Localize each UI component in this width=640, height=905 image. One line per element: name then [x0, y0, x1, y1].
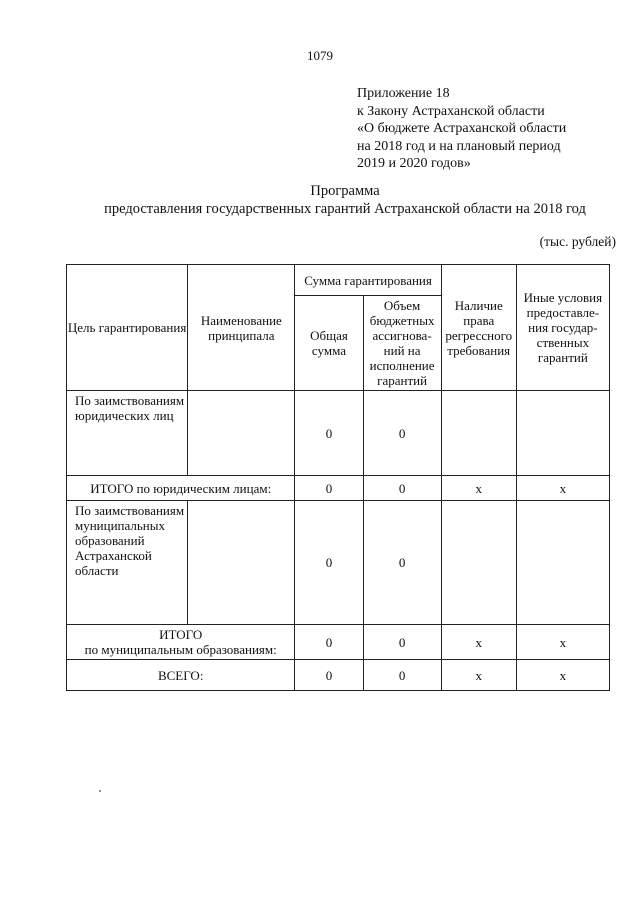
title-line-2: предоставления государственных гарантий Астраханской области на 2018 год — [104, 200, 586, 217]
header-budget-allocations: Объем бюджетных ассигнова-ний на исполнение гарантий — [363, 296, 441, 391]
cell-allocations: 0 — [363, 476, 441, 501]
cell-regress — [441, 391, 516, 476]
table-row-total — [67, 476, 610, 501]
table-row — [67, 391, 610, 476]
title-line-1: Программа — [310, 183, 380, 199]
table-row — [67, 501, 610, 625]
cell-principal — [188, 391, 295, 476]
header-amount-group: Сумма гарантирования — [295, 265, 441, 296]
header-goal: Цель гарантирования — [67, 265, 188, 391]
table-row-total — [67, 625, 610, 660]
scan-speck — [99, 790, 101, 792]
cell-allocations: 0 — [363, 625, 441, 660]
header-other-conditions: Иные условия предоставле-ния государ-ственных гарантий — [516, 265, 609, 391]
cell-other: х — [516, 625, 609, 660]
cell-other: х — [516, 476, 609, 501]
table-row-grand-total — [67, 660, 610, 691]
header-total-amount: Общая сумма — [295, 296, 363, 391]
cell-other — [516, 391, 609, 476]
cell-total: 0 — [295, 391, 363, 476]
appendix-block — [357, 85, 566, 173]
header-regress: Наличие права регрессного требования — [441, 265, 516, 391]
cell-total: 0 — [295, 501, 363, 625]
cell-grand-label: ВСЕГО: — [67, 660, 295, 691]
cell-goal: По заимствованиям муниципальных образований Астраханской области — [67, 501, 188, 625]
cell-regress — [441, 501, 516, 625]
total-label-line-1: ИТОГО — [159, 627, 203, 642]
cell-regress: х — [441, 660, 516, 691]
appendix-line: 2019 и 2020 годов» — [357, 156, 471, 171]
cell-goal: По заимствованиям юридических лиц — [67, 391, 188, 476]
cell-regress: х — [441, 625, 516, 660]
header-row — [67, 265, 610, 296]
cell-total-label — [67, 625, 295, 660]
guarantees-table — [66, 264, 610, 691]
appendix-line: «О бюджете Астраханской области — [357, 121, 567, 136]
total-label-line-2: по муниципальным образованиям: — [84, 642, 277, 657]
cell-total: 0 — [295, 625, 363, 660]
cell-other: х — [516, 660, 609, 691]
cell-regress: х — [441, 476, 516, 501]
cell-total: 0 — [295, 476, 363, 501]
header-principal: Наименование принципала — [188, 265, 295, 391]
cell-total-label: ИТОГО по юридическим лицам: — [67, 476, 295, 501]
appendix-line: к Закону Астраханской области — [357, 103, 545, 119]
units-label: (тыс. рублей) — [539, 234, 616, 249]
appendix-line: на 2018 год и на плановый период — [357, 138, 561, 154]
cell-other — [516, 501, 609, 625]
page-number: 1079 — [307, 48, 333, 63]
cell-allocations: 0 — [363, 660, 441, 691]
cell-allocations: 0 — [363, 391, 441, 476]
cell-principal — [188, 501, 295, 625]
appendix-line: Приложение 18 — [357, 86, 450, 101]
cell-allocations: 0 — [363, 501, 441, 625]
cell-total: 0 — [295, 660, 363, 691]
document-title — [0, 183, 640, 218]
